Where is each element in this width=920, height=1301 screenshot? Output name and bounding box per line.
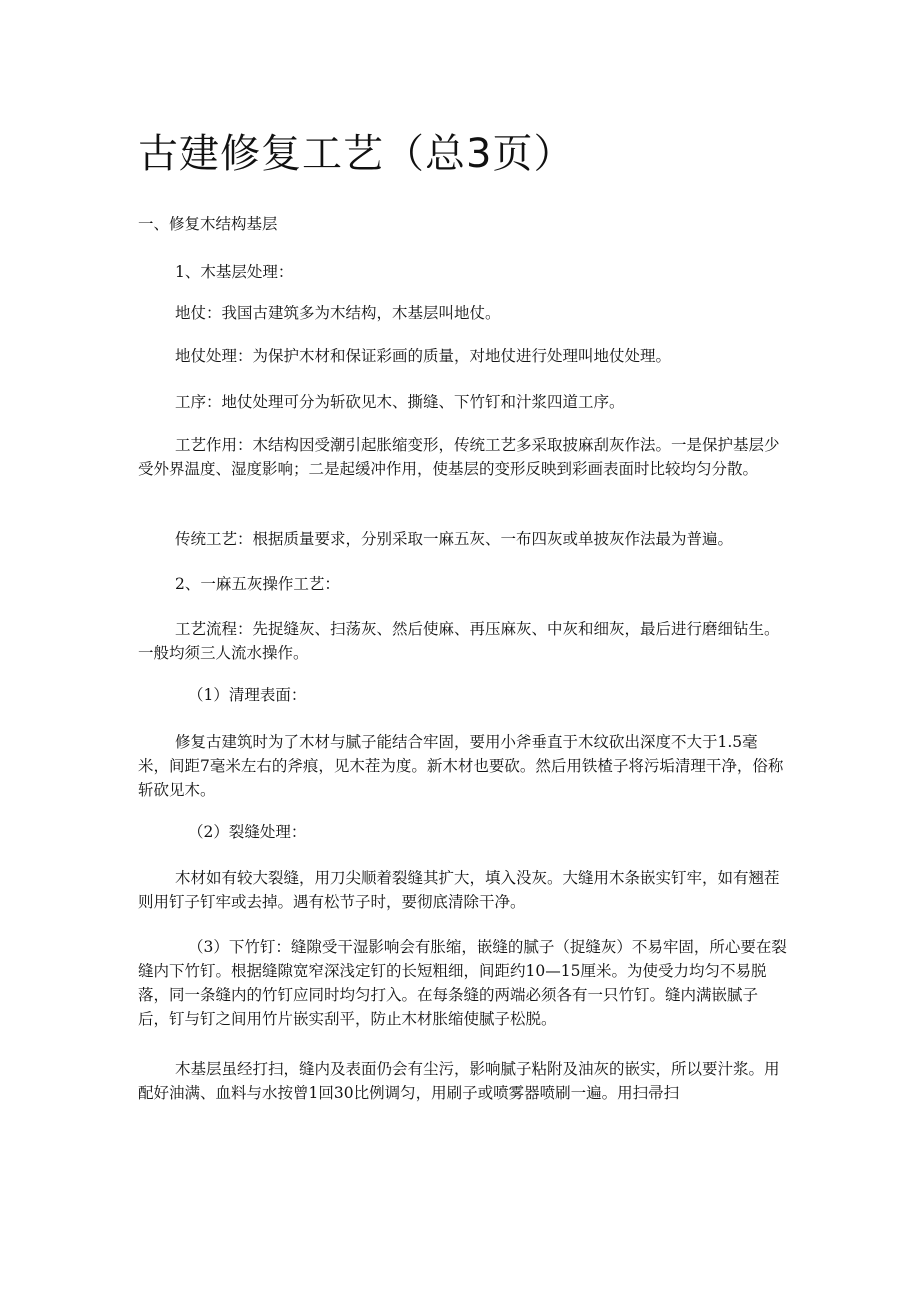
subsection-heading: 1、木基层处理： bbox=[175, 263, 294, 281]
paragraph-step3: （3）下竹钉：缝隙受干湿影响会有胀缩，嵌缝的腻子（捉缝灰）不易牢固，所心要在裂缝内下竹钉。根据缝隙宽窄深浅定钉的长短粗细，间距约10—15厘米。为使受力均匀不易脱落，同一条缝内的竹钉应同时均匀打入。在每条缝的两端必须各有一只竹钉。缝内满嵌腻子后，钉与钉之间用竹片嵌实刮平，防止木材胀缩使腻子松脱。 bbox=[138, 938, 787, 1028]
paragraph-zhijiang: 木基层虽经打扫，缝内及表面仍会有尘污，影响腻子粘附及油灰的嵌实，所以要汁浆。用配好油满、血料与水按曾1回30比例调匀，用刷子或喷雾器喷刷一遍。用扫帚扫 bbox=[138, 1060, 780, 1102]
paragraph-gongxu: 工序：地仗处理可分为斩砍见木、撕缝、下竹钉和汁浆四道工序。 bbox=[175, 393, 625, 411]
paragraph-step1: 修复古建筑时为了木材与腻子能结合牢固，要用小斧垂直于木纹砍出深度不大于1.5毫米，间距7毫米左右的斧痕，见木茬为度。新木材也要砍。然后用铁楂子将污垢清理干净，俗称斩砍见木。 bbox=[138, 733, 784, 799]
paragraph-chuantong: 传统工艺：根据质量要求，分别采取一麻五灰、一布四灰或单披灰作法最为普遍。 bbox=[175, 530, 734, 548]
paragraph-dizhang: 地仗：我国古建筑多为木结构，木基层叫地仗。 bbox=[175, 304, 501, 322]
step-heading: （1）清理表面： bbox=[188, 686, 307, 704]
paragraph-gongyi-zuoyong: 工艺作用：木结构因受潮引起胀缩变形，传统工艺多采取披麻刮灰作法。一是保护基层少受外界温度、湿度影响；二是起缓冲作用，使基层的变形反映到彩画表面时比较均匀分散。 bbox=[138, 436, 780, 478]
section-heading: 一、修复木结构基层 bbox=[138, 215, 278, 233]
paragraph-liucheng: 工艺流程：先捉缝灰、扫荡灰、然后使麻、再压麻灰、中灰和细灰，最后进行磨细钻生。一般均须三人流水操作。 bbox=[138, 620, 780, 662]
step-heading: （2）裂缝处理： bbox=[188, 823, 307, 841]
subsection-heading: 2、一麻五灰操作工艺： bbox=[175, 575, 340, 593]
paragraph-step2: 木材如有较大裂缝，用刀尖顺着裂缝其扩大，填入没灰。大缝用木条嵌实钉牢，如有翘茬则用钉子钉牢或去掉。遇有松节子时，要彻底清除干净。 bbox=[138, 869, 780, 911]
paragraph-dizhang-chuli: 地仗处理：为保护木材和保证彩画的质量，对地仗进行处理叫地仗处理。 bbox=[175, 347, 672, 365]
page-title: 古建修复工艺（总3页） bbox=[138, 131, 575, 177]
